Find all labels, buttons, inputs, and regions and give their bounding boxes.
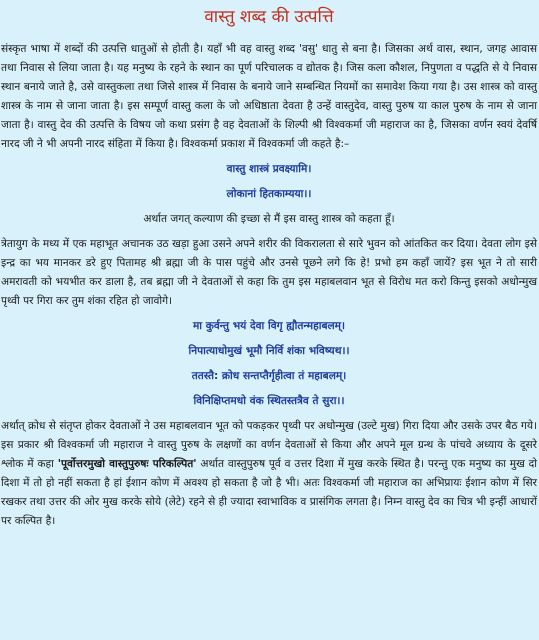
verse-meaning: अर्थात जगत् कल्याण की इच्छा से मैं इस वास्तु शास्त्र को कहता हूँ।: [143, 213, 395, 225]
verse-line: वास्तु शास्त्रं प्रवक्ष्यामि।: [226, 163, 312, 175]
verse-line: मा कुर्वन्तु भयं देवा विगृ ह्यौतन्महाबलम्।: [192, 320, 346, 332]
intro-paragraph: संस्कृत भाषा में शब्दों की उत्पत्ति धातुओं से होती है। यहाँ भी वह वास्तु शब्द 'वसु' धातु से बना है। जिसका अर्थ वास, स्थान, जगह आवास तथा निवास से लिया जाता है। यह मनुष्य के रहने के स्थान का पूर्ण परिचालक व द्योतक है। जिस कला कौशल, निपुणता व पद्धति से ये निवास स्थान बनाये जाते है, उसे वास्तुकला तथा जिसे शास्त्र में निवास के बनाये जाने सम्बन्धित नियमों का समावेश किया गया है। उस शास्त्र को वास्तु शास्त्र के नाम से जाना जाता है। इस सम्पूर्ण वास्तु कला के जो अधिष्ठाता देवता है उन्हें वास्तुदेव, वास्तु पुरुष या काल पुरुष के नाम से जाना जाता है। वास्तु देव की उत्पत्ति के विषय जो कथा प्रसंग है वह देवताओं के शिल्पी श्री विश्वकर्मा जी महाराज का है, जिसका वर्णन स्वयं देवर्षि नारद जी ने भी अपनी नारद संहिता में किया है। विश्वकर्मा प्रकाश में विश्वकर्मा जी कहते है:–: [1, 43, 537, 150]
page-title: वास्तु शब्द की उत्पत्ति: [204, 7, 334, 27]
verse-line: निपात्याधोमुखं भूमौ निर्वि शंका भविष्यथ।।: [188, 345, 350, 357]
verse-line: विनिक्षिप्तमधो वंक स्थितस्तत्रैव ते सुरा।।: [193, 395, 345, 407]
conclusion-text-cont: अर्थात वास्तुपुरुष पूर्व व उत्तर दिशा में मुख करके स्थित है। परन्तु एक मनुष्य का मुख दो दिशा में तो हो नहीं सकता है हां ईशान कोण में अवश्य हो सकता है जो है भी। अतः विश्वकर्मा जी महाराज का अभिप्रायः ईशान कोण में सिर रखकर तथा उत्तर की ओर मुख करके सोये (लेटे) रहने से ही ज्यादा स्वाभाविक व प्रासंगिक लगता है। निम्न वास्तु देव का चित्र भी इन्हीं आधारों पर कल्पित है।: [1, 458, 537, 527]
verse-line: लोकानां हितकाम्यया।।: [226, 188, 312, 200]
verse-line: ततस्तै: क्रोध सन्तप्तैर्गृहीत्वा तं महाबलम्।: [191, 370, 347, 382]
story-paragraph: त्रेतायुग के मध्य में एक महाभूत अचानक उठ खड़ा हुआ उसने अपने शरीर की विकरालता से सारे भुवन को आंतकित कर दिया। देवता लोग इसे इन्द्र का भय मानकर डरे हुए पितामह श्री ब्रह्मा जी के पास पहुंचे और उनसे पूछने लगे कि हे! प्रभो हम कहाँ जायें? इस भूत ने तो सारी अमरावती को भयभीत कर डाला है, तब ब्रह्मा जी ने देवताओं से कहा कि तुम इस महाबलवान भूत से विरोध मत करो किन्तु इसको अधोन्मुख पृथ्वी पर गिरा कर तुम शंका रहित हो जावोगे।: [1, 238, 537, 307]
quoted-phrase: 'पूर्वोत्तरमुखो वास्तुपुरुषः परिकल्पित': [57, 458, 197, 470]
conclusion-paragraph: [1, 417, 537, 531]
conclusion-text: अर्थात् क्रोध से संतृप्त होकर देवताओं ने उस महाबलवान भूत को पकड़कर पृथ्वी पर अधोन्मुख (उल्टे मुख) गिरा दिया और उसके उपर बैठ गये। इस प्रकार श्री विश्वकर्मा जी महाराज ने वास्तु पुरुष के लक्षणों का वर्णन देवताओं से किया और अपने मूल ग्रन्थ के पांचवे अध्याय के दूसरे श्लोक में कहा: [1, 420, 537, 470]
